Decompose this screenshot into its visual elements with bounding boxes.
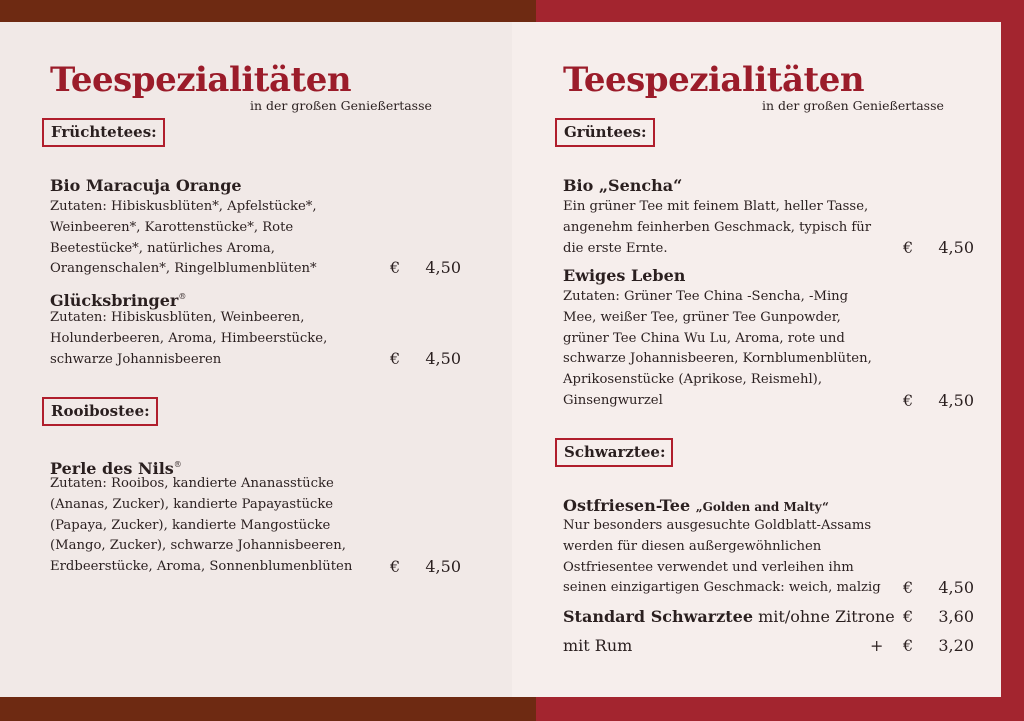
description-line: schwarze Johannisbeeren (50, 351, 222, 367)
description-line: Orangenschalen*, Ringelblumenblüten* (50, 261, 317, 277)
description-line: Ginsengwurzel (563, 392, 663, 408)
menu-item-price: 4,50 (425, 258, 461, 277)
menu-item-price: 4,50 (425, 349, 461, 368)
description-line: (Papaya, Zucker), kandierte Mangostücke (50, 517, 331, 533)
description-line: Beetestücke*, natürliches Aroma, (50, 240, 275, 256)
menu-item-price: 3,20 (938, 636, 974, 655)
currency-symbol: € (390, 557, 401, 576)
description-line: Aprikosenstücke (Aprikose, Reismehl), (563, 372, 823, 388)
description-line: schwarze Johannisbeeren, Kornblumenblüten, (563, 351, 872, 367)
menu-item-name: mit Rum (563, 636, 633, 655)
description-line: seinen einzigartigen Geschmack: weich, malzig (563, 580, 881, 596)
description-line: die erste Ernte. (563, 240, 668, 256)
page-subtitle: in der großen Genießertasse (762, 98, 944, 113)
plus-sign: + (870, 636, 884, 655)
description-line: (Mango, Zucker), schwarze Johannisbeeren, (50, 538, 346, 554)
menu-item-name: Bio Maracuja Orange (50, 176, 242, 195)
menu-item-name (563, 496, 829, 517)
description-line: Zutaten: Hibiskusblüten, Weinbeeren, (50, 310, 305, 325)
menu-item-description (50, 308, 327, 370)
description-line: Zutaten: Rooibos, kandierte Ananasstücke (50, 476, 334, 491)
page-title: Teespezialitäten (563, 60, 865, 100)
page-subtitle: in der großen Genießertasse (250, 98, 432, 113)
menu-item-price: 4,50 (425, 557, 461, 576)
registered-mark: ® (178, 292, 187, 301)
item-name-text: Glücksbringer (50, 291, 179, 310)
section-heading-green-tea: Grüntees: (555, 118, 655, 147)
description-line: grüner Tee China Wu Lu, Aroma, rote und (563, 330, 845, 346)
currency-symbol: € (903, 578, 914, 597)
description-line: Holunderbeeren, Aroma, Himbeerstücke, (50, 330, 328, 346)
registered-mark: ® (173, 460, 182, 469)
item-name-suffix: mit/ohne Zitrone (753, 607, 895, 626)
description-line: Erdbeerstücke, Aroma, Sonnenblumenblüten (50, 559, 353, 575)
description-line: Weinbeeren*, Karottenstücke*, Rote (50, 219, 294, 235)
page-title: Teespezialitäten (50, 60, 352, 100)
description-line: Mee, weißer Tee, grüner Tee Gunpowder, (563, 309, 841, 325)
menu-item-description (563, 197, 871, 259)
section-heading-black-tea: Schwarztee: (555, 438, 673, 467)
description-line: Zutaten: Grüner Tee China -Sencha, -Ming (563, 289, 849, 304)
description-line: Zutaten: Hibiskusblüten*, Apfelstücke*, (50, 199, 317, 214)
menu-item-description (563, 287, 872, 412)
currency-symbol: € (390, 258, 401, 277)
section-heading-rooibos: Rooibostee: (42, 397, 158, 426)
item-name-text: Ostfriesen-Tee (563, 496, 691, 515)
menu-item-name (563, 607, 895, 627)
currency-symbol: € (903, 607, 914, 626)
description-line: Ostfriesentee verwendet und verleihen ihm (563, 559, 854, 575)
menu-item-price: 3,60 (938, 607, 974, 626)
menu-item-description (563, 516, 881, 599)
menu-item-name: Bio „Sencha“ (563, 176, 683, 195)
currency-symbol: € (903, 391, 914, 410)
currency-symbol: € (390, 349, 401, 368)
menu-item-description (50, 197, 317, 280)
menu-item-price: 4,50 (938, 578, 974, 597)
description-line: angenehm feinherben Geschmack, typisch für (563, 219, 872, 235)
menu-item-price: 4,50 (938, 391, 974, 410)
item-name-text: Perle des Nils (50, 459, 174, 478)
description-line: Nur besonders ausgesuchte Goldblatt-Assams (563, 518, 872, 533)
menu-item-description (50, 474, 352, 578)
currency-symbol: € (903, 238, 914, 257)
section-heading-fruit-tea: Früchtetees: (42, 118, 165, 147)
description-line: (Ananas, Zucker), kandierte Papayastücke (50, 496, 334, 512)
menu-item-name: Ewiges Leben (563, 266, 686, 285)
item-tagline: „Golden and Malty“ (695, 500, 829, 514)
item-name-text: Standard Schwarztee (563, 607, 754, 626)
description-line: werden für diesen außergewöhnlichen (563, 538, 822, 554)
menu-item-price: 4,50 (938, 238, 974, 257)
description-line: Ein grüner Tee mit feinem Blatt, heller Tasse, (563, 199, 869, 214)
currency-symbol: € (903, 636, 914, 655)
